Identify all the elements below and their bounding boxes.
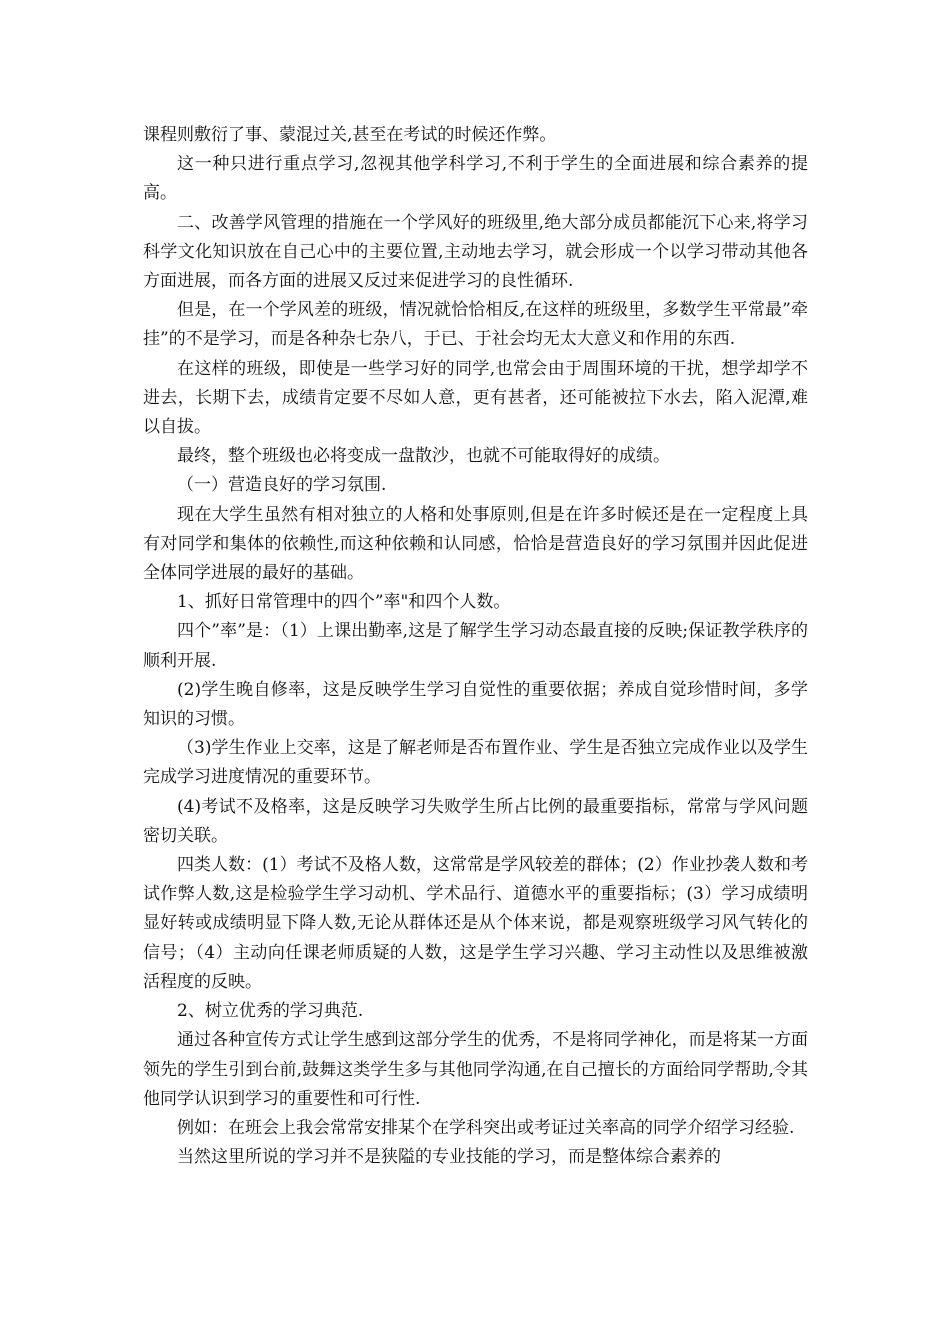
section-heading: （一）营造良好的学习氛围. [177, 475, 387, 496]
paragraph: (4)考试不及格率，这是反映学习失败学生所占比例的最重要指标，常常与学风问题密切关联。 [143, 796, 808, 846]
paragraph: 现在大学生虽然有相对独立的人格和处事原则,但是在许多时候还是在一定程度上具有对同学和集体的依赖性,而这种依赖和认同感，恰恰是营造良好的学习氛围并因此促进全体同学进展的最好的基础。 [143, 504, 808, 584]
paragraph: 二、改善学风管理的措施在一个学风好的班级里,绝大部分成员都能沉下心来,将学习科学文化知识放在自己心中的主要位置,主动地去学习，就会形成一个以学习带动其他各方面进展，而各方面的进展又反过来促进学习的良性循环. [143, 212, 808, 292]
paragraph-continuation: 课程则敷衍了事、蒙混过关,甚至在考试的时候还作弊。 [143, 125, 557, 145]
paragraph: 四类人数：(1）考试不及格人数，这常常是学风较差的群体；(2）作业抄袭人数和考试作弊人数,这是检验学生学习动机、学术品行、道德水平的重要指标；(3）学习成绩明显好转或成绩明显下降人数,无论从群体还是从个体来说，都是观察班级学习风气转化的信号；（4）主动向任课老师质疑的人数，这是学生学习兴趣、学习主动性以及思维被激活程度的反映。 [143, 855, 808, 992]
paragraph: 四个”率”是：（1）上课出勤率,这是了解学生学习动态最直接的反映;保证教学秩序的顺利开展. [143, 621, 808, 671]
paragraph: 最终，整个班级也必将变成一盘散沙，也就不可能取得好的成绩。 [177, 446, 670, 467]
paragraph: （3)学生作业上交率，这是了解老师是否布置作业、学生是否独立完成作业以及学生完成学习进度情况的重要环节。 [143, 738, 808, 788]
subsection-heading: 1、抓好日常管理中的四个”率"和四个人数。 [177, 592, 511, 613]
paragraph: 在这样的班级，即使是一些学习好的同学,也常会由于周围环境的干扰，想学却学不进去，长期下去，成绩肯定要不尽如人意，更有甚者，还可能被拉下水去，陷入泥潭,难以自拔。 [143, 358, 808, 438]
paragraph: 但是，在一个学风差的班级，情况就恰恰相反,在这样的班级里，多数学生平常最”牵挂”的不是学习，而是各种杂七杂八，于已、于社会均无太大意义和作用的东西. [143, 300, 808, 350]
paragraph: 例如：在班会上我会常常安排某个在学科突出或考证过关率高的同学介绍学习经验. [177, 1117, 795, 1138]
subsection-heading: 2、树立优秀的学习典范. [177, 1001, 364, 1022]
paragraph: 当然这里所说的学习并不是狭隘的专业技能的学习，而是整体综合素养的 [177, 1147, 721, 1168]
paragraph: 通过各种宣传方式让学生感到这部分学生的优秀，不是将同学神化，而是将某一方面领先的学生引到台前,鼓舞这类学生多与其他同学沟通,在自己擅长的方面给同学帮助,令其他同学认识到学习的重要性和可行性. [143, 1030, 808, 1109]
paragraph: (2)学生晚自修率，这是反映学生学习自觉性的重要依据；养成自觉珍惜时间，多学知识的习惯。 [143, 679, 808, 730]
document-body [143, 121, 808, 1172]
paragraph: 这一种只进行重点学习,忽视其他学科学习,不利于学生的全面进展和综合素养的提高。 [143, 154, 808, 204]
